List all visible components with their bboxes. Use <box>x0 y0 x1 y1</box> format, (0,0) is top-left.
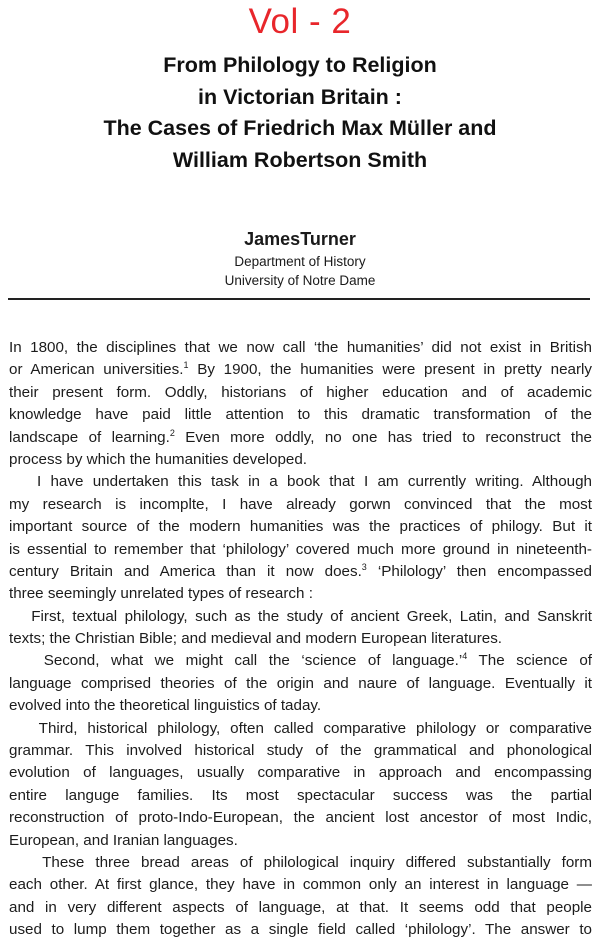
body-line: language comprised theories of the origin and naure of language. Eventually it <box>9 674 592 692</box>
footnote-marker[interactable]: 2 <box>169 427 175 438</box>
title-line: From Philology to Religion <box>163 53 437 77</box>
body-line: landscape of learning.$^2$ Even more oddly, no one has tried to reconstruct the <box>9 427 592 446</box>
body-line: European, and Iranian languages. <box>9 831 238 849</box>
footnote-marker[interactable]: 3 <box>361 561 367 572</box>
title-line: in Victorian Britain : <box>198 84 402 109</box>
body-line: I have undertaken this task in a book that I am currently writing. Although <box>9 473 592 491</box>
footnote-marker[interactable]: 4 <box>462 651 468 662</box>
body-line: These three bread areas of philological inquiry differed substantially form <box>9 853 592 871</box>
body-line: century Britain and America than it now does.$^3$ ‘Philology’ then encompassed <box>9 561 592 580</box>
body-line: In 1800, the disciplines that we now call ‘the humanities’ did not exist in British <box>9 339 592 356</box>
body-line: used to lump them together as a single field called ‘philology’. The answer to <box>9 921 592 939</box>
author-name: JamesTurner <box>244 229 356 249</box>
body-line: entire languge families. Its most spectacular success was the partial <box>9 786 592 804</box>
body-line: or American universities.$^1$ By 1900, the humanities were present in pretty nearly <box>9 360 592 379</box>
body-line: their present form. Oddly, historians of higher education and of academic <box>9 383 592 401</box>
body-line: knowledge have paid little attention to this dramatic transformation of the <box>9 406 592 424</box>
footnote-marker[interactable]: 1 <box>183 360 189 371</box>
title-line: The Cases of Friedrich Max Müller and <box>103 116 497 140</box>
body-line: Second, what we might call the ‘science of language.’$^4$ The science of <box>9 651 592 670</box>
body-line: grammar. This involved historical study of the grammatical and phonological <box>9 742 592 760</box>
title-divider <box>8 298 590 300</box>
title-line: William Robertson Smith <box>172 147 428 172</box>
body-line: each other. At first glance, they have in common only an interest in language — <box>9 876 592 894</box>
body-line: three seemingly unrelated types of research : <box>9 585 313 603</box>
volume-label: Vol - 2 <box>248 2 352 41</box>
body-line: evolution of languages, usually comparative in approach and encompassing <box>9 764 592 782</box>
body-line: evolved into the theoretical linguistics of taday. <box>9 697 322 715</box>
department: Department of History <box>234 254 366 269</box>
author-affiliation <box>0 252 600 290</box>
body-line: process by which the humanities developed. <box>9 450 308 468</box>
body-text <box>9 337 592 942</box>
body-line: Third, historical philology, often called comparative philology or comparative <box>9 719 592 737</box>
body-line: texts; the Christian Bible; and medieval and modern European literatures. <box>9 630 503 648</box>
body-line: important source of the modern humanities was the practices of philogy. But it <box>9 518 592 536</box>
university: University of Notre Dame <box>224 273 376 288</box>
body-line: reconstruction of proto-Indo-European, the ancient lost ancestor of most Indic, <box>9 809 592 827</box>
body-line: First, textual philology, such as the study of ancient Greek, Latin, and Sanskrit <box>9 607 592 625</box>
body-line: and in very different aspects of language, at that. It seems odd that people <box>9 898 592 916</box>
article-title <box>0 50 600 176</box>
body-line: my research is incomplte, I have already gorwn convinced that the most <box>9 495 592 513</box>
body-line: is essential to remember that ‘philology’ covered much more ground in nineteenth- <box>9 540 592 558</box>
